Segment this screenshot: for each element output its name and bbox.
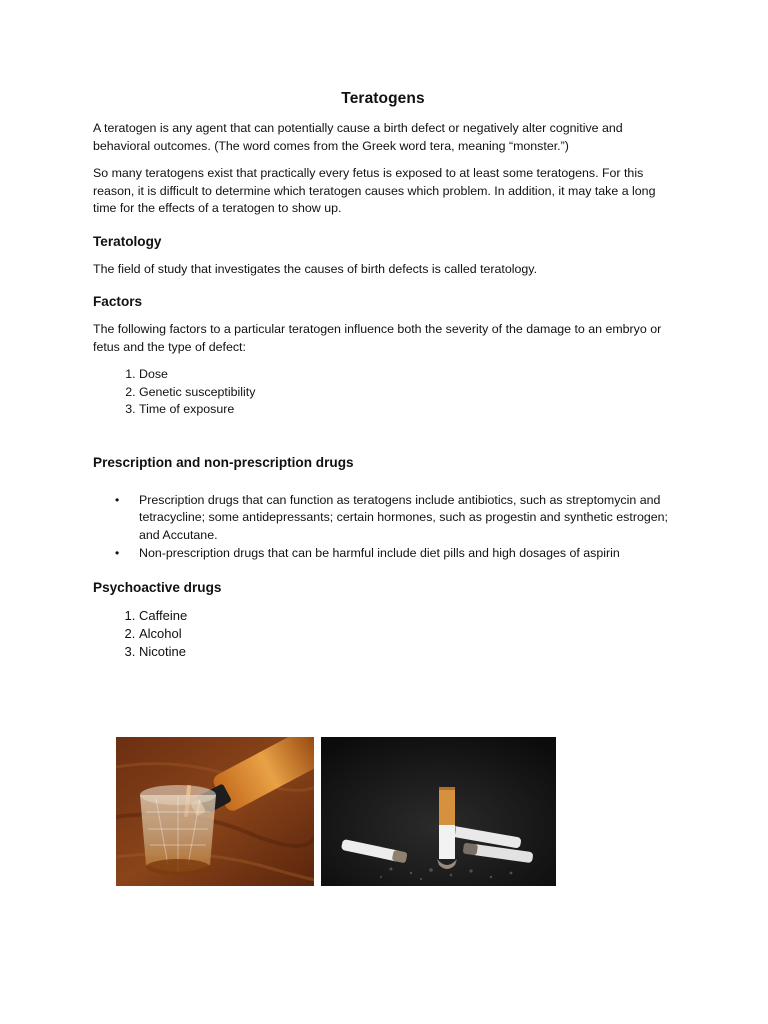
list-item: • Non-prescription drugs that can be harmful include diet pills and high dosages of aspirin <box>139 545 673 563</box>
list-item: 2. Alcohol <box>139 625 673 643</box>
list-item: • Prescription drugs that can function as teratogens include antibiotics, such as streptomycin and tetracycline; some antidepressants; certain hormones, such as progestin and synthetic estrogen; and Accutane. <box>139 492 673 545</box>
list-item: 1. Dose <box>139 366 673 384</box>
factors-heading: Factors <box>93 294 143 309</box>
psychoactive-heading: Psychoactive drugs <box>93 580 222 596</box>
teratology-heading: Teratology <box>93 233 162 249</box>
drugs-list <box>93 492 673 562</box>
intro-paragraph-2: So many teratogens exist that practically every fetus is exposed to at least some teratogens. For this reason, it is difficult to determine which teratogen causes which problem. In addition, it may take a long time for the effects of a teratogen to show up. <box>93 166 656 215</box>
psychoactive-list <box>93 607 673 660</box>
intro-paragraph-1: A teratogen is any agent that can potentially cause a birth defect or negatively alter cognitive and behavioral outcomes. (The word comes from the Greek word tera, meaning “monster.”) <box>93 121 623 153</box>
list-item: 3. Nicotine <box>139 643 673 661</box>
list-item: 3. Time of exposure <box>139 401 673 419</box>
factors-text: The following factors to a particular teratogen influence both the severity of the damage to an embryo or fetus and the type of defect: <box>93 322 662 354</box>
spacer <box>93 419 673 439</box>
list-item: 2. Genetic susceptibility <box>139 384 673 402</box>
cigarettes-photo <box>321 737 556 886</box>
factors-list <box>93 366 673 419</box>
drugs-heading: Prescription and non-prescription drugs <box>93 454 354 470</box>
whiskey-pour-photo <box>116 737 314 886</box>
list-item: 1. Caffeine <box>139 607 673 625</box>
page-title: Teratogens <box>341 90 425 107</box>
document-content <box>93 90 673 661</box>
teratology-text: The field of study that investigates the causes of birth defects is called teratology. <box>93 261 538 276</box>
image-row <box>116 737 556 886</box>
